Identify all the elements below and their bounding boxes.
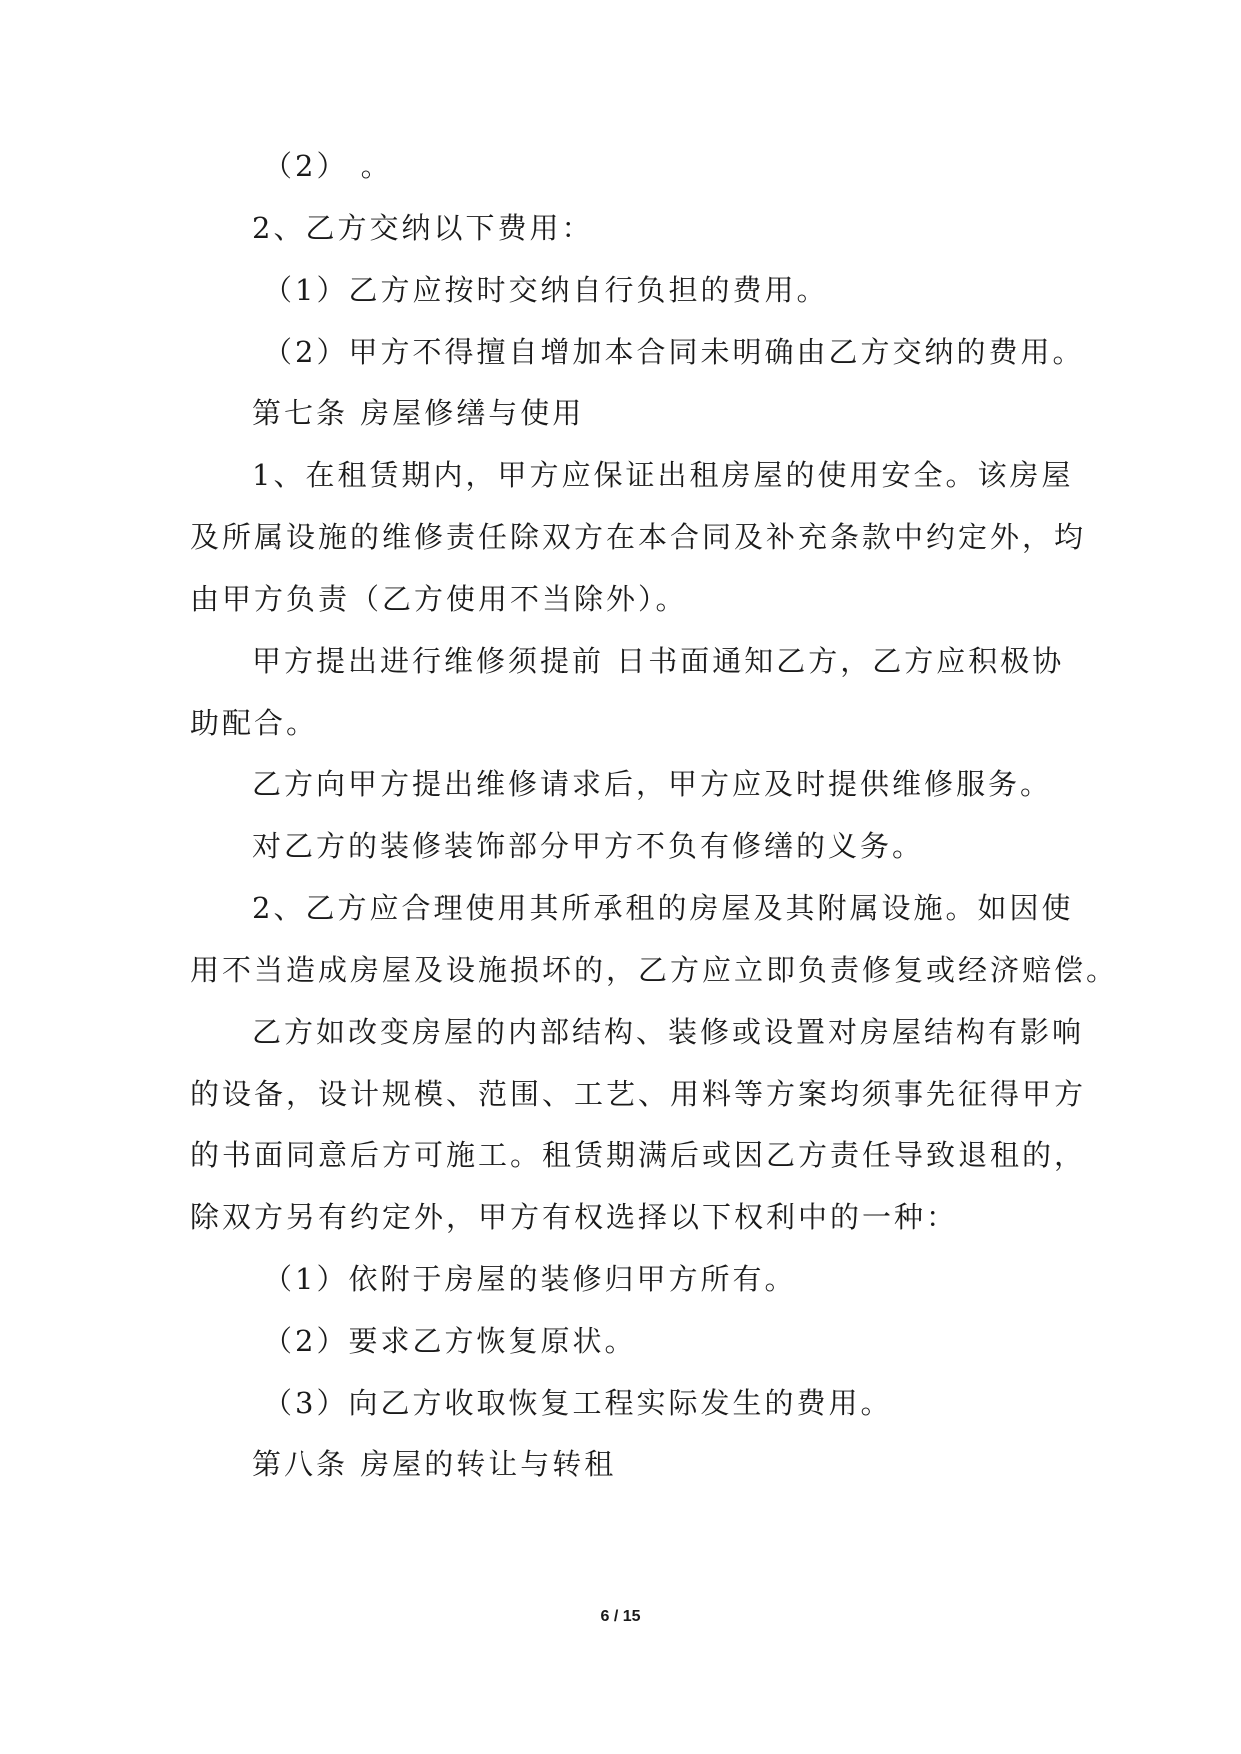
text-line: （2）甲方不得擅自增加本合同未明确由乙方交纳的费用。 xyxy=(263,335,1085,369)
text-line: 对乙方的装修装饰部分甲方不负有修缮的义务。 xyxy=(252,829,925,863)
text-line: 的书面同意后方可施工。租赁期满后或因乙方责任导致退租的， xyxy=(190,1138,1087,1172)
text-line: 的设备，设计规模、范围、工艺、用料等方案均须事先征得甲方 xyxy=(190,1077,1087,1111)
text-line: 乙方如改变房屋的内部结构、装修或设置对房屋结构有影响 xyxy=(252,1015,1085,1049)
text-line: 助配合。 xyxy=(190,706,319,740)
text-line: （1）依附于房屋的装修归甲方所有。 xyxy=(263,1262,797,1296)
text-line: 除双方另有约定外，甲方有权选择以下权利中的一种： xyxy=(190,1200,959,1234)
text-line: （3）向乙方收取恢复工程实际发生的费用。 xyxy=(263,1386,893,1420)
text-line: （2）要求乙方恢复原状。 xyxy=(263,1324,637,1358)
text-line: 2、乙方交纳以下费用： xyxy=(252,211,594,245)
text-line: 2、乙方应合理使用其所承租的房屋及其附属设施。如因使 xyxy=(252,891,1074,925)
text-line: 及所属设施的维修责任除双方在本合同及补充条款中约定外，均 xyxy=(190,520,1087,554)
page-number: 6 / 15 xyxy=(600,1608,641,1625)
text-line: 甲方提出进行维修须提前 日书面通知乙方，乙方应积极协 xyxy=(252,644,1065,678)
text-line: 乙方向甲方提出维修请求后，甲方应及时提供维修服务。 xyxy=(252,767,1053,801)
section-heading: 第七条 房屋修缮与使用 xyxy=(252,396,585,430)
text-line: （2） 。 xyxy=(263,149,393,183)
text-line: （1）乙方应按时交纳自行负担的费用。 xyxy=(263,273,829,307)
text-line: 1、在租赁期内，甲方应保证出租房屋的使用安全。该房屋 xyxy=(252,458,1074,492)
text-line: 用不当造成房屋及设施损坏的，乙方应立即负责修复或经济赔偿。 xyxy=(190,953,1119,987)
text-line: 由甲方负责（乙方使用不当除外）。 xyxy=(190,582,688,616)
section-heading: 第八条 房屋的转让与转租 xyxy=(252,1447,617,1481)
